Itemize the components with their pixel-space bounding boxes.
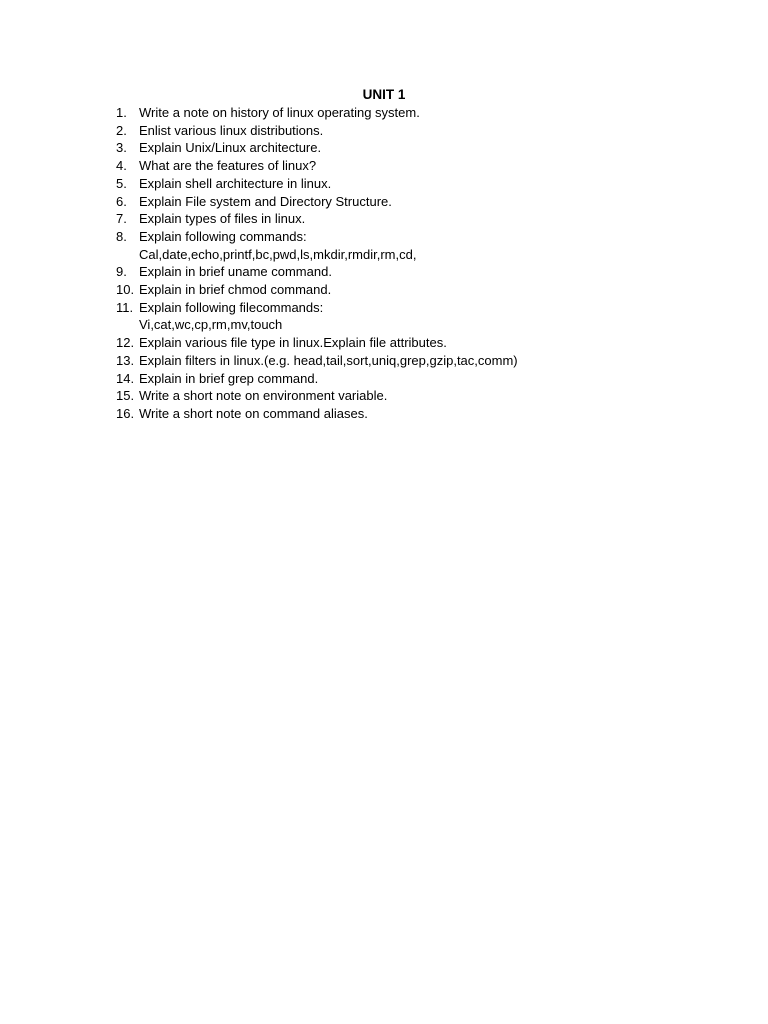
item-line-continuation: Cal,date,echo,printf,bc,pwd,ls,mkdir,rmdir,rm,cd, bbox=[139, 246, 417, 262]
list-item bbox=[116, 370, 716, 388]
list-item bbox=[116, 387, 716, 405]
item-text bbox=[139, 104, 716, 122]
item-line: Explain filters in linux.(e.g. head,tail,sort,uniq,grep,gzip,tac,comm) bbox=[139, 352, 518, 368]
item-line: Explain types of files in linux. bbox=[139, 211, 306, 227]
list-item bbox=[116, 228, 716, 263]
list-item bbox=[116, 122, 716, 140]
item-number: 7. bbox=[116, 211, 127, 227]
item-line: Explain various file type in linux.Explain file attributes. bbox=[139, 335, 447, 351]
question-list bbox=[116, 104, 716, 423]
item-line-continuation: Vi,cat,wc,cp,rm,mv,touch bbox=[139, 317, 283, 333]
item-text bbox=[139, 281, 716, 299]
item-text bbox=[139, 157, 716, 175]
item-line: Write a short note on command aliases. bbox=[139, 405, 368, 421]
list-item bbox=[116, 263, 716, 281]
list-item bbox=[116, 299, 716, 334]
item-line: Explain in brief chmod command. bbox=[139, 282, 332, 298]
item-text bbox=[139, 370, 716, 388]
item-number: 15. bbox=[116, 388, 135, 404]
item-text bbox=[139, 405, 716, 423]
item-number: 16. bbox=[116, 405, 135, 421]
item-line: Explain in brief uname command. bbox=[139, 264, 332, 280]
item-line: Explain following commands: bbox=[139, 228, 307, 244]
item-number: 13. bbox=[116, 352, 135, 368]
item-text bbox=[139, 175, 716, 193]
list-item bbox=[116, 175, 716, 193]
item-text bbox=[139, 228, 716, 263]
list-item bbox=[116, 104, 716, 122]
list-item bbox=[116, 139, 716, 157]
item-text bbox=[139, 334, 716, 352]
list-item bbox=[116, 352, 716, 370]
item-text bbox=[139, 352, 716, 370]
item-number: 5. bbox=[116, 175, 127, 191]
unit-title-text: UNIT 1 bbox=[362, 87, 406, 102]
item-number: 3. bbox=[116, 140, 127, 156]
item-number: 9. bbox=[116, 264, 127, 280]
item-text bbox=[139, 122, 716, 140]
item-line: Explain following filecommands: bbox=[139, 299, 324, 315]
item-number: 14. bbox=[116, 370, 135, 386]
unit-title bbox=[0, 86, 768, 104]
item-line: Explain in brief grep command. bbox=[139, 370, 319, 386]
item-number: 6. bbox=[116, 193, 127, 209]
list-item bbox=[116, 193, 716, 211]
item-line: Write a note on history of linux operating system. bbox=[139, 105, 420, 120]
item-text bbox=[139, 193, 716, 211]
item-text bbox=[139, 387, 716, 405]
item-line: Explain Unix/Linux architecture. bbox=[139, 140, 322, 156]
item-line: Write a short note on environment variable. bbox=[139, 388, 388, 404]
item-number: 12. bbox=[116, 335, 135, 351]
list-item bbox=[116, 210, 716, 228]
item-text bbox=[139, 263, 716, 281]
item-number: 11. bbox=[116, 299, 134, 315]
item-line: Explain File system and Directory Structure. bbox=[139, 193, 392, 209]
list-item bbox=[116, 281, 716, 299]
item-number: 1. bbox=[116, 105, 127, 120]
item-line: Explain shell architecture in linux. bbox=[139, 175, 332, 191]
list-item bbox=[116, 405, 716, 423]
item-line: What are the features of linux? bbox=[139, 158, 317, 174]
item-text bbox=[139, 299, 716, 334]
item-number: 8. bbox=[116, 228, 127, 244]
item-number: 4. bbox=[116, 158, 127, 174]
item-line: Enlist various linux distributions. bbox=[139, 122, 324, 138]
item-number: 2. bbox=[116, 122, 127, 138]
item-text bbox=[139, 210, 716, 228]
list-item bbox=[116, 334, 716, 352]
item-number: 10. bbox=[116, 282, 135, 298]
item-text bbox=[139, 139, 716, 157]
list-item bbox=[116, 157, 716, 175]
